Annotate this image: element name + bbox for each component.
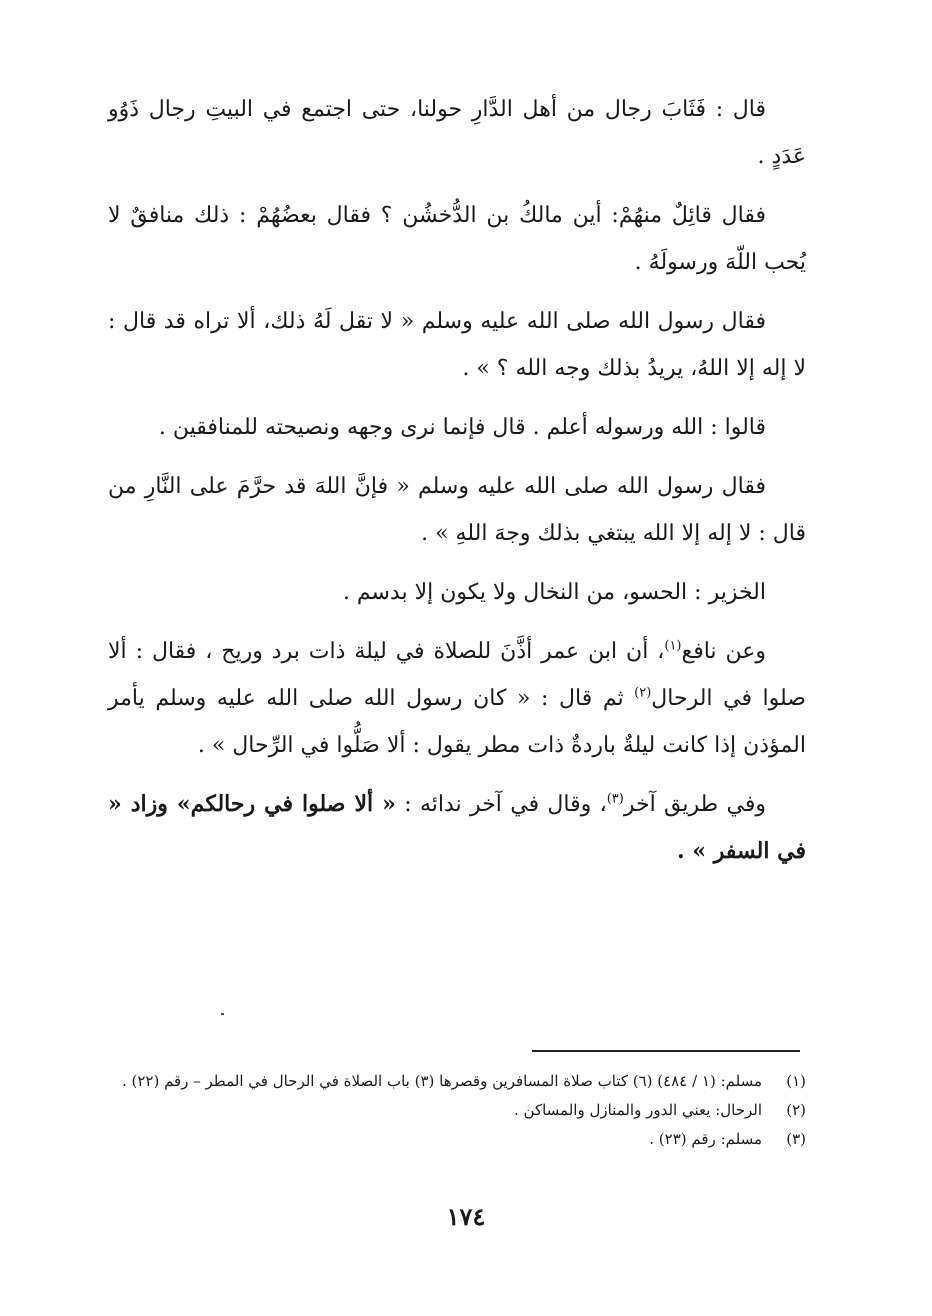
paragraph-7 <box>108 628 806 769</box>
main-text <box>108 86 806 887</box>
footnote-1 <box>108 1067 806 1096</box>
footnote-ref-3: (٣) <box>606 791 624 807</box>
footnote-2 <box>108 1096 806 1125</box>
paragraph-7-part-2: ، أن ابن عمر أذَّنَ للصلاة في ليلة ذات برد وريح ، فقال : ألا صلوا في الرحال <box>108 639 806 711</box>
footnote-number: (٢) <box>786 1101 806 1119</box>
footnote-text: مسلم: (١ / ٤٨٤) (٦) كتاب صلاة المسافرين وقصرها (٣) باب الصلاة في الرحال في المطر – رقم (٢٢) . <box>121 1072 762 1090</box>
paragraph-3: فقال رسول الله صلى الله عليه وسلم « لا تقل لَهُ ذلك، ألا تراه قد قال : لا إله إلا اللهُ، يريدُ بذلك وجه الله ؟ » . <box>108 309 806 381</box>
paragraph-8-bold-quote: « ألا صلوا في رحالكم» وزاد « في السفر » . <box>108 791 806 864</box>
footnote-3 <box>108 1125 806 1154</box>
footnote-separator <box>532 1050 800 1052</box>
paragraph-5: فقال رسول الله صلى الله عليه وسلم « فإنَّ اللهَ قد حرَّمَ على النَّارِ من قال : لا إله إلا الله يبتغي بذلك وجهَ اللهِ » . <box>108 474 806 546</box>
paragraph-8-part-2: ، وقال في آخر ندائه : <box>395 792 607 817</box>
footnote-number: (٣) <box>786 1130 806 1148</box>
page-number: ١٧٤ <box>446 1202 486 1231</box>
paragraph-7-part-3: ثم قال : « كان رسول الله صلى الله عليه وسلم يأمر المؤذن إذا كانت ليلةٌ باردةٌ ذات مطر يقول : ألا صَلُّوا في الرِّحال » . <box>108 686 806 758</box>
footnotes <box>108 1067 806 1154</box>
footnote-text: الرحال: يعني الدور والمنازل والمساكن . <box>513 1101 762 1119</box>
footnote-ref-1: (١) <box>664 638 682 654</box>
paragraph-4: قالوا : الله ورسوله أعلم . قال فإنما نرى وجهه ونصيحته للمنافقين . <box>158 415 766 440</box>
stray-mark <box>221 1013 224 1015</box>
paragraph-8-part-1: وفي طريق آخر <box>623 792 766 817</box>
footnote-ref-2: (٢) <box>634 685 652 701</box>
paragraph-2: فقال قائِلٌ منهُمْ: أين مالكُ بن الدُّخشُن ؟ فقال بعضُهُمْ : ذلك منافقٌ لا يُحب اللّهَ ورسولَهُ . <box>108 203 806 275</box>
footnote-number: (١) <box>786 1072 806 1090</box>
footnote-text: مسلم: رقم (٢٣) . <box>649 1130 762 1148</box>
paragraph-8 <box>108 781 806 875</box>
paragraph-1: قال : فَثَابَ رجال من أهل الدَّارِ حولنا، حتى اجتمع في البيتِ رجال ذَوُو عَدَدٍ . <box>108 97 806 169</box>
paragraph-7-part-1: وعن نافع <box>681 639 766 664</box>
paragraph-6: الخزير : الحسو، من النخال ولا يكون إلا بدسم . <box>342 580 766 605</box>
